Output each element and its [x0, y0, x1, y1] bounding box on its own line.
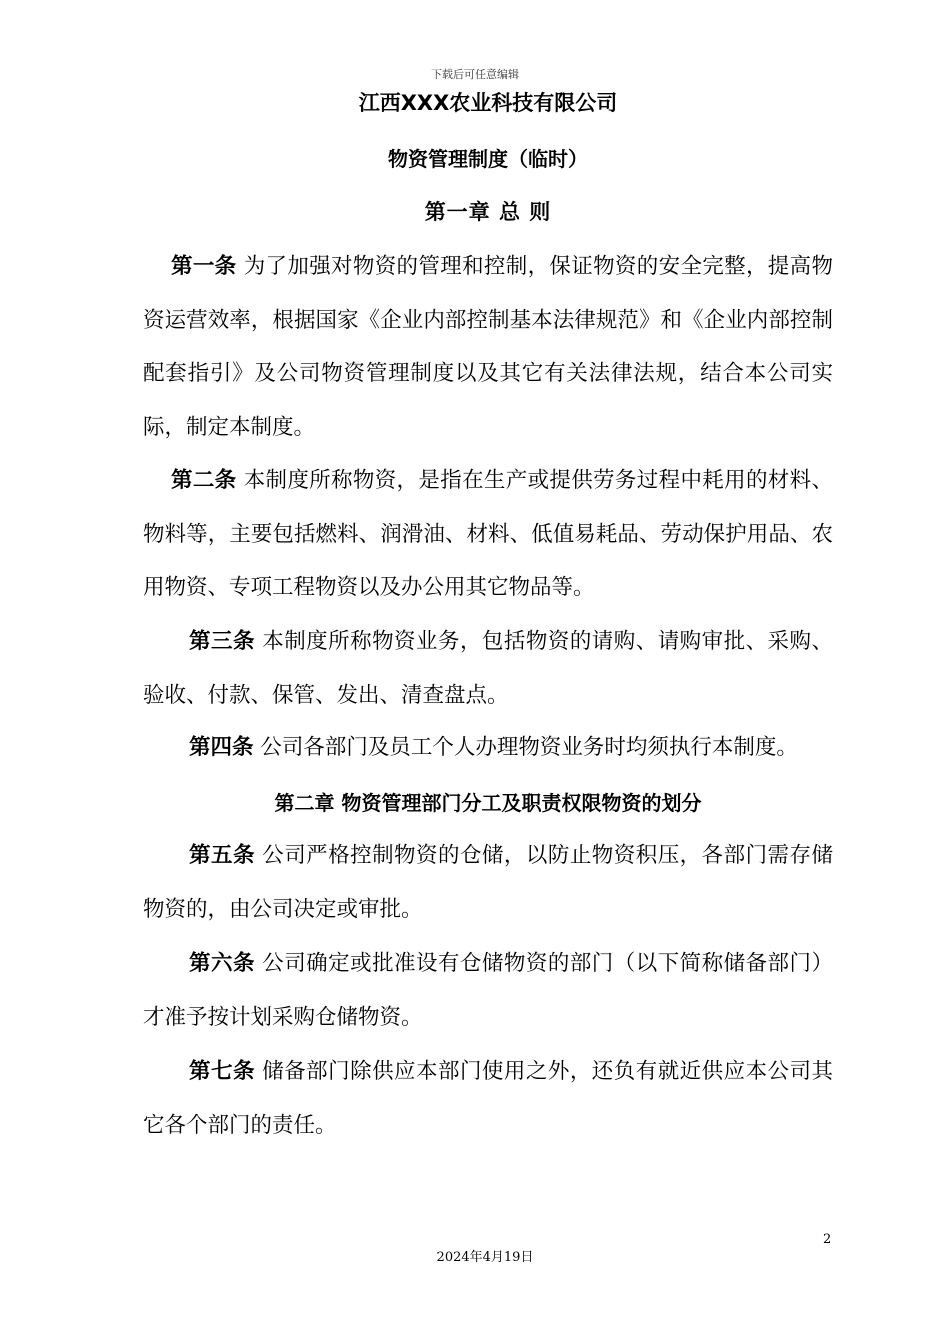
article-3-label: 第三条 [189, 629, 255, 654]
article-6 [143, 937, 833, 1044]
article-6-label: 第六条 [189, 951, 255, 976]
article-5-label: 第五条 [189, 843, 255, 868]
article-1-label: 第一条 [171, 254, 237, 279]
company-title: 江西XXX农业科技有限公司 [358, 91, 618, 115]
article-5 [143, 829, 833, 936]
article-5-text: 公司严格控制物资的仓储，以防止物资积压，各部门需存储物资的，由公司决定或审批。 [143, 843, 833, 922]
article-7-label: 第七条 [189, 1059, 255, 1084]
article-2-label: 第二条 [171, 468, 237, 493]
article-2 [143, 454, 833, 615]
article-3 [143, 615, 833, 722]
article-4-text: 公司各部门及员工个人办理物资业务时均须执行本制度。 [253, 735, 798, 760]
chapter-1-title: 第一章 总 则 [424, 200, 552, 224]
article-7-text: 储备部门除供应本部门使用之外，还负有就近供应本公司其它各个部门的责任。 [143, 1059, 833, 1138]
article-4 [143, 721, 833, 775]
article-6-text: 公司确定或批准设有仓储物资的部门（以下简称储备部门）才准予按计划采购仓储物资。 [143, 951, 833, 1030]
page-number: 2 [823, 1232, 832, 1247]
header-note: 下载后可任意编辑 [431, 68, 519, 81]
footer-date: 2024年4月19日 [436, 1250, 534, 1265]
article-1-text: 为了加强对物资的管理和控制，保证物资的安全完整，提高物资运营效率，根据国家《企业内部控制基本法律规范》和《企业内部控制配套指引》及公司物资管理制度以及其它有关法律法规，结合本公司实际，制定本制度。 [143, 254, 833, 440]
article-1 [143, 240, 833, 454]
document-title: 物资管理制度（临时） [388, 147, 588, 171]
article-7 [143, 1045, 833, 1152]
article-3-text: 本制度所称物资业务，包括物资的请购、请购审批、采购、验收、付款、保管、发出、清查盘点。 [143, 629, 833, 708]
article-4-label: 第四条 [189, 735, 254, 760]
chapter-2-title: 第二章 物资管理部门分工及职责权限物资的划分 [274, 791, 702, 815]
article-2-text: 本制度所称物资，是指在生产或提供劳务过程中耗用的材料、物料等，主要包括燃料、润滑油、材料、低值易耗品、劳动保护用品、农用物资、专项工程物资以及办公用其它物品等。 [143, 468, 833, 600]
